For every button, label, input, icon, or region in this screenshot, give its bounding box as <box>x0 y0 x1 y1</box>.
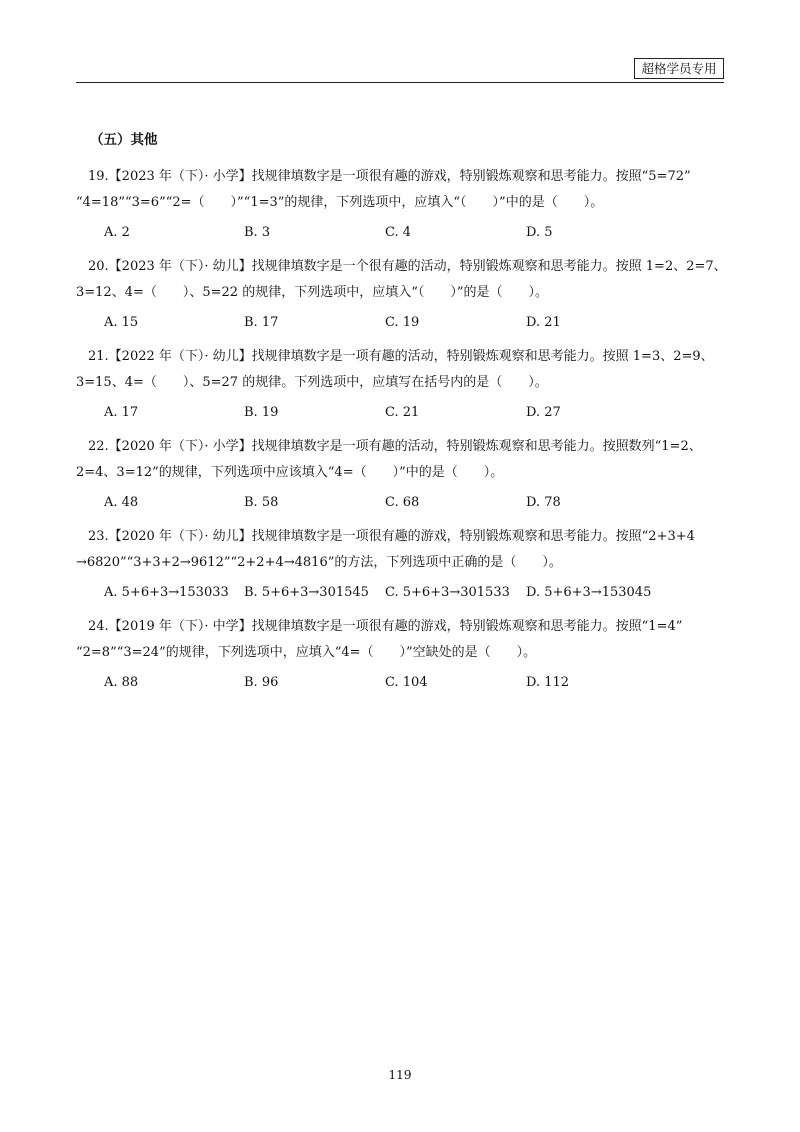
page-number: 119 <box>388 1068 412 1082</box>
question-text-cont: 2=4、3=12”的规律，下列选项中应该填入“4=（ ）”中的是（ ）。 <box>76 465 504 480</box>
option-d: D. 78 <box>526 495 561 510</box>
option-c: C. 4 <box>385 225 412 240</box>
option-d: D. 5 <box>526 225 553 240</box>
question-text: 21.【2022 年（下）· 幼儿】找规律填数字是一项有趣的活动，特别锻炼观察和思考能力。按照 1=3、2=9、 <box>88 349 714 364</box>
option-a: A. 15 <box>104 315 139 330</box>
option-d: D. 112 <box>526 675 570 690</box>
option-c: C. 104 <box>385 675 428 690</box>
exclusive-label: 超格学员专用 <box>634 58 724 79</box>
question-text-cont: “2=8”“3=24”的规律，下列选项中，应填入“4=（ ）”空缺处的是（ ）。 <box>76 645 537 660</box>
option-b: B. 17 <box>244 315 279 330</box>
option-b: B. 58 <box>244 495 279 510</box>
option-a: A. 2 <box>104 225 130 240</box>
question-text-cont: 3=15、4=（ ）、5=27 的规律。下列选项中，应填写在括号内的是（ ）。 <box>76 375 548 390</box>
option-b: B. 19 <box>244 405 279 420</box>
option-b: B. 3 <box>244 225 271 240</box>
option-a: A. 48 <box>104 495 139 510</box>
option-d: D. 27 <box>526 405 561 420</box>
option-a: A. 88 <box>104 675 139 690</box>
section-title: （五）其他 <box>90 132 158 148</box>
option-d: D. 21 <box>526 315 561 330</box>
question-text: 24.【2019 年（下）· 中学】找规律填数字是一项很有趣的游戏，特别锻炼观察和思考能力。按照“1=4” <box>88 619 683 634</box>
option-d: D. 5+6+3→153045 <box>526 585 652 600</box>
option-b: B. 96 <box>244 675 279 690</box>
question-text: 19.【2023 年（下）· 小学】找规律填数字是一项很有趣的游戏，特别锻炼观察和思考能力。按照“5=72” <box>88 169 691 184</box>
question-text: 20.【2023 年（下）· 幼儿】找规律填数字是一个很有趣的活动，特别锻炼观察和思考能力。按照 1=2、2=7、 <box>88 259 727 274</box>
question-text: 23.【2020 年（下）· 幼儿】找规律填数字是一项很有趣的游戏，特别锻炼观察和思考能力。按照“2+3+4 <box>88 529 695 544</box>
option-a: A. 17 <box>104 405 139 420</box>
option-c: C. 68 <box>385 495 420 510</box>
option-c: C. 19 <box>385 315 420 330</box>
option-c: C. 5+6+3→301533 <box>385 585 510 600</box>
question-text: 22.【2020 年（下）· 小学】找规律填数字是一项有趣的活动，特别锻炼观察和思考能力。按照数列“1=2、 <box>88 439 702 454</box>
option-c: C. 21 <box>385 405 420 420</box>
question-text-cont: →6820”“3+3+2→9612”“2+2+4→4816”的方法，下列选项中正确的是（ ）。 <box>76 555 562 570</box>
question-text-cont: 3=12、4=（ ）、5=22 的规律，下列选项中，应填入“（ ）”的是（ ）。 <box>76 285 548 300</box>
question-text-cont: “4=18”“3=6”“2=（ ）”“1=3”的规律，下列选项中，应填入“（ ）”中的是（ ）。 <box>76 195 604 210</box>
option-b: B. 5+6+3→301545 <box>244 585 369 600</box>
option-a: A. 5+6+3→153033 <box>104 585 229 600</box>
header-rule <box>76 82 724 83</box>
